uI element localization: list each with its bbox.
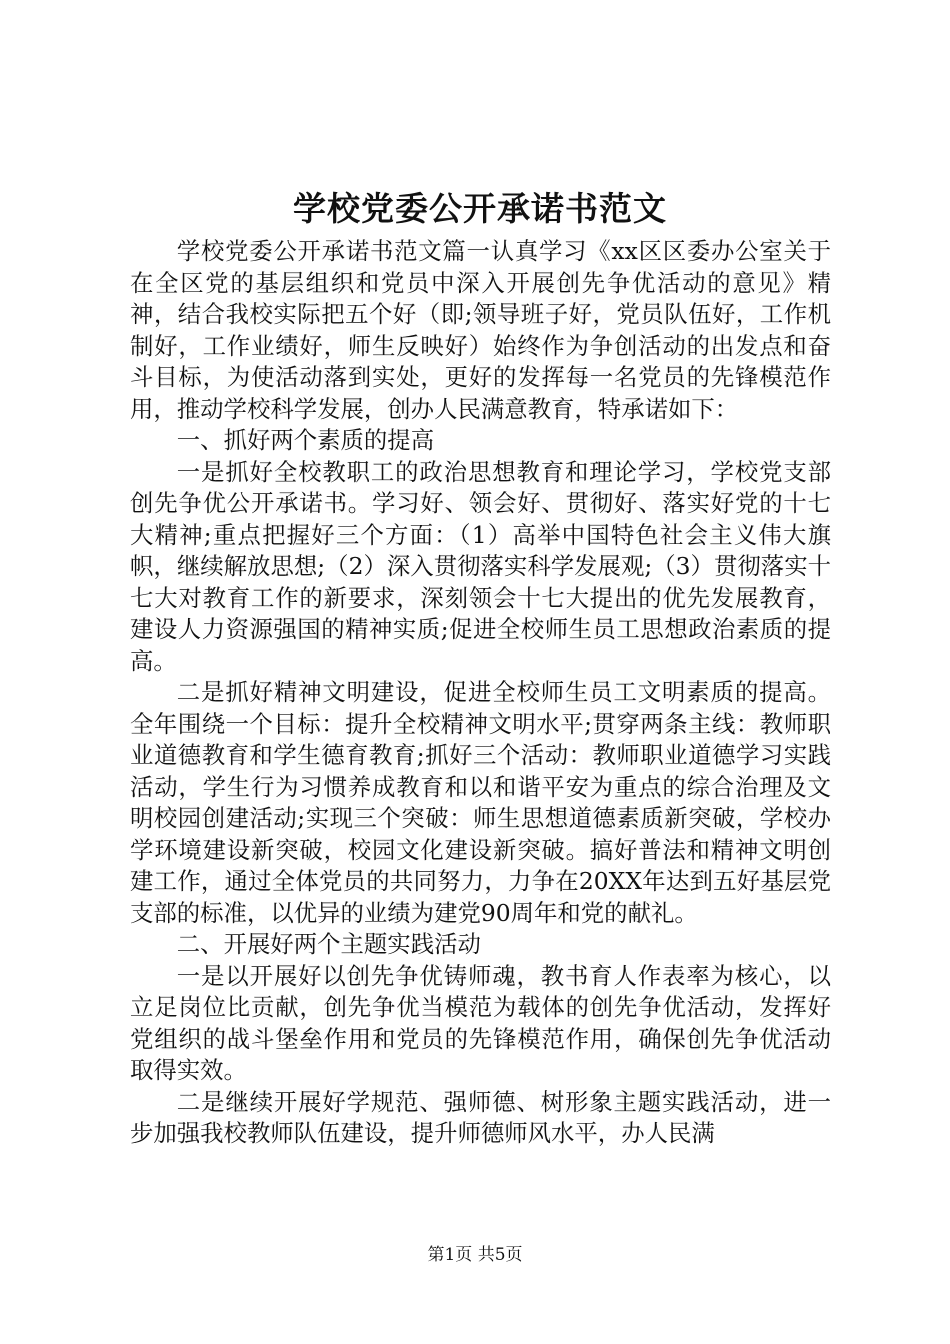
page-footer: 第1页 共5页 bbox=[427, 1245, 523, 1265]
paragraph-2-2: 二是继续开展好学规范、强师德、树形象主题实践活动，进一步加强我校教师队伍建设，提升师德师风水平，办人民满 bbox=[130, 1087, 831, 1147]
paragraph-1-1: 一是抓好全校教职工的政治思想教育和理论学习，学校党支部创先争优公开承诺书。学习好、领会好、贯彻好、落实好党的十七大精神;重点把握好三个方面：（1）高举中国特色社会主义伟大旗帜，继续解放思想;（2）深入贯彻落实科学发展观;（3）贯彻落实十七大对教育工作的新要求，深刻领会十七大提出的优先发展教育，建设人力资源强国的精神实质;促进全校师生员工思想政治素质的提高。 bbox=[130, 457, 831, 675]
section-heading-1: 一、抓好两个素质的提高 bbox=[176, 426, 435, 454]
document-body bbox=[130, 236, 831, 1150]
paragraph-intro: 学校党委公开承诺书范文篇一认真学习《xx区区委办公室关于在全区党的基层组织和党员中深入开展创先争优活动的意见》精神，结合我校实际把五个好（即;领导班子好，党员队伍好，工作机制好，工作业绩好，师生反映好）始终作为争创活动的出发点和奋斗目标，为使活动落到实处，更好的发挥每一名党员的先锋模范作用，推动学校科学发展，创办人民满意教育，特承诺如下： bbox=[130, 237, 831, 423]
paragraph-2-1: 一是以开展好以创先争优铸师魂，教书育人作表率为核心，以立足岗位比贡献，创先争优当模范为载体的创先争优活动，发挥好党组织的战斗堡垒作用和党员的先锋模范作用，确保创先争优活动取得实效。 bbox=[130, 961, 831, 1084]
document-title: 学校党委公开承诺书范文 bbox=[293, 189, 667, 228]
paragraph-1-2: 二是抓好精神文明建设，促进全校师生员工文明素质的提高。全年围绕一个目标：提升全校精神文明水平;贯穿两条主线：教师职业道德教育和学生德育教育;抓好三个活动：教师职业道德学习实践活动，学生行为习惯养成教育和以和谐平安为重点的综合治理及文明校园创建活动;实现三个突破：师生思想道德素质新突破，学校办学环境建设新突破，校园文化建设新突破。搞好普法和精神文明创建工作，通过全体党员的共同努力，力争在20XX年达到五好基层党支部的标准，以优异的业绩为建党90周年和党的献礼。 bbox=[130, 678, 831, 927]
section-heading-2: 二、开展好两个主题实践活动 bbox=[176, 930, 481, 958]
